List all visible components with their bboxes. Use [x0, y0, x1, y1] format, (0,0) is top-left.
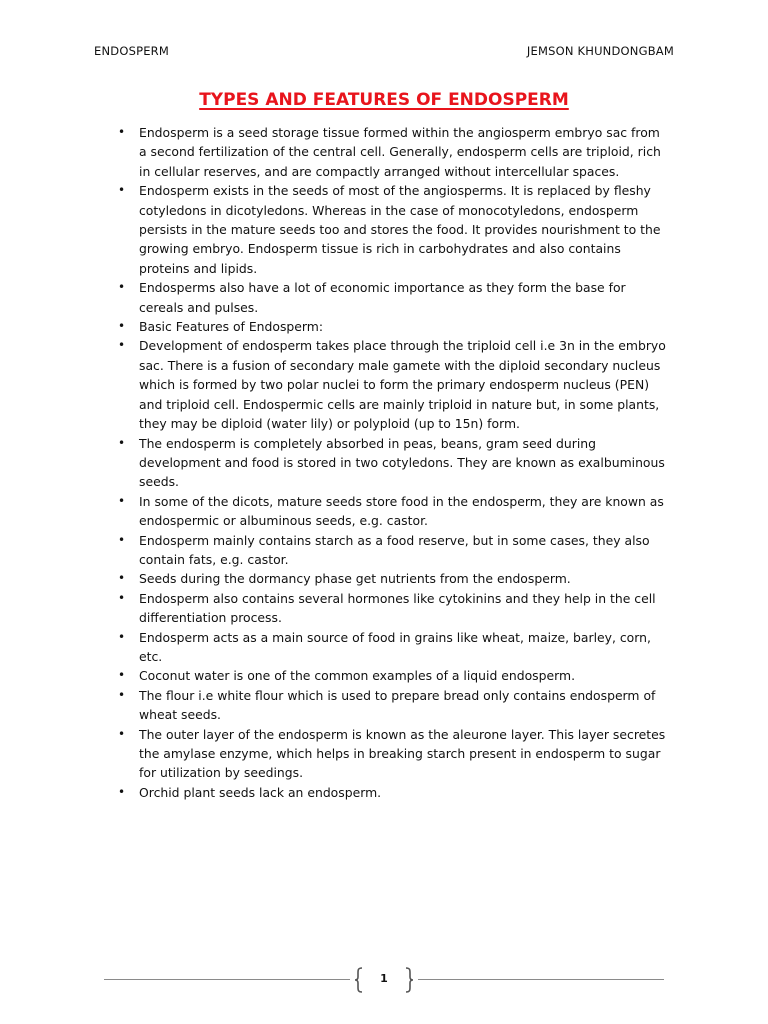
- list-item: [118, 569, 677, 588]
- list-item-text-line: The flour i.e white flour which is used to prepare bread only contains endosperm of: [139, 687, 656, 703]
- bullet-icon: •: [118, 571, 126, 586]
- page-number: 1: [380, 972, 388, 985]
- list-item: [118, 434, 677, 492]
- list-item: [118, 317, 677, 336]
- list-item: [118, 336, 677, 433]
- right-brace-icon: [404, 967, 414, 993]
- list-item-text-line: The outer layer of the endosperm is known as the aleurone layer. This layer secretes: [139, 726, 666, 742]
- list-item: [118, 492, 677, 531]
- header-document-title: ENDOSPERM: [94, 44, 169, 58]
- list-item-text-line: etc.: [139, 648, 163, 664]
- bullet-list: [118, 123, 677, 802]
- page-header: [94, 43, 674, 59]
- list-item-text-line: Seeds during the dormancy phase get nutrients from the endosperm.: [139, 571, 571, 587]
- list-item-text-line: Endosperm exists in the seeds of most of the angiosperms. It is replaced by fleshy: [139, 183, 651, 199]
- bullet-icon: •: [118, 590, 126, 605]
- list-item-text-line: persists in the mature seeds too and stores the food. It provides nourishment to the: [139, 222, 661, 238]
- list-item: [118, 181, 677, 278]
- list-item-text-line: a second fertilization of the central cell. Generally, endosperm cells are triploid, rich: [139, 144, 661, 160]
- list-item-text-line: growing embryo. Endosperm tissue is rich in carbohydrates and also contains: [139, 241, 621, 257]
- list-item-text-line: differentiation process.: [139, 610, 282, 626]
- list-item: [118, 686, 677, 725]
- list-item-text-line: The endosperm is completely absorbed in peas, beans, gram seed during: [139, 435, 596, 451]
- list-item-text-line: Endosperm is a seed storage tissue formed within the angiosperm embryo sac from: [139, 125, 660, 140]
- list-item-text-line: and triploid cell. Endospermic cells are mainly triploid in nature but, in some plants,: [139, 396, 660, 412]
- list-item-text-line: Orchid plant seeds lack an endosperm.: [139, 784, 382, 800]
- list-item-text-line: in cellular reserves, and are compactly arranged without intercellular spaces.: [139, 163, 620, 179]
- list-item-text-line: cotyledons in dicotyledons. Whereas in the case of monocotyledons, endosperm: [139, 202, 639, 218]
- list-item-text-line: which is formed by two polar nuclei to form the primary endosperm nucleus (PEN): [139, 377, 650, 393]
- bullet-icon: •: [118, 784, 126, 799]
- list-item-text-line: endospermic or albuminous seeds, e.g. castor.: [139, 513, 428, 529]
- list-item-text-line: contain fats, e.g. castor.: [139, 551, 289, 567]
- page-title-text: TYPES AND FEATURES OF ENDOSPERM: [199, 90, 569, 110]
- bullet-icon: •: [118, 319, 126, 334]
- bullet-icon: •: [118, 668, 126, 683]
- bullet-icon: •: [118, 280, 126, 295]
- bullet-icon: •: [118, 183, 126, 198]
- list-item-text-line: cereals and pulses.: [139, 299, 259, 315]
- list-item-text-line: Endosperms also have a lot of economic importance as they form the base for: [139, 280, 626, 296]
- list-item: [118, 278, 677, 317]
- list-item-text-line: Basic Features of Endosperm:: [139, 319, 324, 335]
- header-author-name: JEMSON KHUNDONGBAM: [526, 44, 674, 58]
- list-item: [118, 589, 677, 628]
- list-item-text-line: In some of the dicots, mature seeds store food in the endosperm, they are known as: [139, 493, 664, 509]
- list-item-text-line: Endosperm acts as a main source of food in grains like wheat, maize, barley, corn,: [139, 629, 651, 645]
- list-item-text-line: development and food is stored in two cotyledons. They are known as exalbuminous: [139, 454, 665, 470]
- bullet-icon: •: [118, 435, 126, 450]
- footer-rule-left: [104, 979, 350, 980]
- bullet-icon: •: [118, 493, 126, 508]
- page-footer: [104, 967, 664, 993]
- list-item: [118, 783, 677, 802]
- list-item: [118, 666, 677, 685]
- list-item-text-line: sac. There is a fusion of secondary male gamete with the diploid secondary nucleus: [139, 357, 661, 373]
- list-item-text-line: they may be diploid (water lily) or polyploid (up to 15n) form.: [139, 416, 520, 432]
- bullet-icon: •: [118, 532, 126, 547]
- list-item-text-line: seeds.: [139, 474, 179, 490]
- list-item-text-line: Endosperm also contains several hormones like cytokinins and they help in the cell: [139, 590, 656, 606]
- list-item-text-line: wheat seeds.: [139, 707, 221, 723]
- left-brace-icon: [354, 967, 364, 993]
- list-item: [118, 531, 677, 570]
- list-item: [118, 123, 677, 181]
- list-item-text-line: Development of endosperm takes place through the triploid cell i.e 3n in the embryo: [139, 338, 666, 354]
- footer-rule-right: [418, 979, 664, 980]
- list-item-text-line: Coconut water is one of the common examples of a liquid endosperm.: [139, 668, 576, 684]
- list-item-text-line: Endosperm mainly contains starch as a food reserve, but in some cases, they also: [139, 532, 650, 548]
- bullet-icon: •: [118, 629, 126, 644]
- bullet-icon: •: [118, 726, 126, 741]
- list-item-text-line: proteins and lipids.: [139, 260, 258, 276]
- page-title: [0, 88, 768, 112]
- bullet-icon: •: [118, 125, 126, 139]
- list-item-text-line: for utilization by seedings.: [139, 765, 304, 781]
- bullet-icon: •: [118, 687, 126, 702]
- list-item: [118, 628, 677, 667]
- list-item: [118, 725, 677, 783]
- bullet-icon: •: [118, 338, 126, 353]
- list-item-text-line: the amylase enzyme, which helps in breaking starch present in endosperm to sugar: [139, 746, 661, 761]
